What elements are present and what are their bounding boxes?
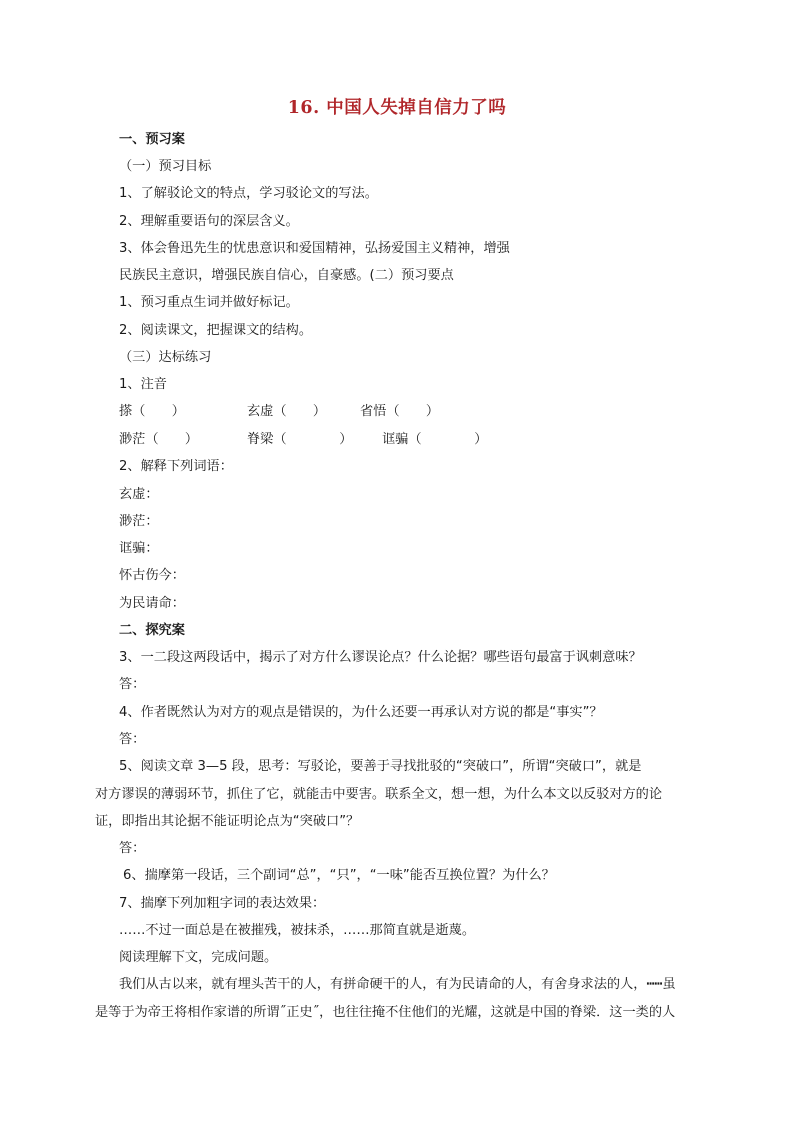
- vocab-heading: 2、解释下列词语：: [119, 459, 233, 474]
- question-5-line: 证，即指出其论据不能证明论点为“突破口”？: [95, 814, 360, 829]
- goals-heading: （一）预习目标: [119, 159, 212, 174]
- goal-item: 1、了解驳论文的特点，学习驳论文的写法。: [119, 186, 378, 201]
- vocab-item: 渺茫：: [119, 514, 159, 529]
- pinyin-item: 搽（ ）: [119, 404, 185, 419]
- question-4: 4、作者既然认为对方的观点是错误的，为什么还要一再承认对方说的都是“事实”？: [119, 705, 603, 720]
- goal-item: 2、理解重要语句的深层含义。: [119, 214, 299, 229]
- pinyin-heading: 1、注音: [119, 377, 167, 392]
- pinyin-item: 诓骗（ ）: [382, 432, 488, 447]
- vocab-item: 玄虚：: [119, 487, 159, 502]
- question-5-line: 对方谬误的薄弱环节，抓住了它，就能击中要害。联系全文，想一想，为什么本文以反驳对方的论: [95, 787, 663, 802]
- question-5-line: 5、阅读文章 3—5 段，思考：写驳论，要善于寻找批驳的“突破口”，所谓“突破口”，就是: [119, 759, 642, 774]
- answer-label: 答：: [119, 841, 146, 856]
- practice-heading: （三）达标练习: [119, 350, 212, 365]
- quote-text: ……不过一面总是在被摧残，被抹杀，……那简直就是逝蔑。: [119, 923, 476, 938]
- reading-instruction: 阅读理解下文，完成问题。: [119, 950, 278, 965]
- section-heading-inquiry: 二、探究案: [119, 623, 185, 638]
- question-6: 6、揣摩第一段话，三个副词“总”，“只”，“一味”能否互换位置？为什么？: [123, 868, 555, 883]
- vocab-item: 怀古伤今：: [119, 568, 185, 583]
- section-heading-preview: 一、预习案: [119, 132, 185, 147]
- pinyin-item: 脊梁（ ）: [247, 432, 353, 447]
- answer-label: 答：: [119, 732, 146, 747]
- vocab-item: 诓骗：: [119, 541, 159, 556]
- question-3: 3、一二段这两段话中，揭示了对方什么谬误论点？什么论据？哪些语句最富于讽刺意味？: [119, 650, 642, 665]
- vocab-item: 为民请命：: [119, 596, 185, 611]
- question-7: 7、揣摩下列加粗字词的表达效果：: [119, 896, 326, 911]
- passage-line: 我们从古以来，就有埋头苦干的人，有拼命硬干的人，有为民请命的人，有舍身求法的人，┅┅虽: [119, 977, 676, 992]
- point-item: 1、预习重点生词并做好标记。: [119, 295, 299, 310]
- goal-item: 民族民主意识，增强民族自信心，自豪感。(二）预习要点: [119, 268, 454, 283]
- point-item: 2、阅读课文，把握课文的结构。: [119, 323, 313, 338]
- goal-item: 3、体会鲁迅先生的忧患意识和爱国精神，弘扬爱国主义精神，增强: [119, 241, 510, 256]
- pinyin-item: 省悟（ ）: [360, 404, 440, 419]
- answer-label: 答：: [119, 677, 146, 692]
- pinyin-item: 渺茫（ ）: [119, 432, 199, 447]
- passage-line: 是等于为帝王将相作家谱的所谓˝正史˝，也往往掩不住他们的光耀，这就是中国的脊梁．这一类的人: [95, 1005, 676, 1020]
- pinyin-item: 玄虚（ ）: [247, 404, 327, 419]
- page-title: 16. 中国人失掉自信力了吗: [287, 98, 507, 118]
